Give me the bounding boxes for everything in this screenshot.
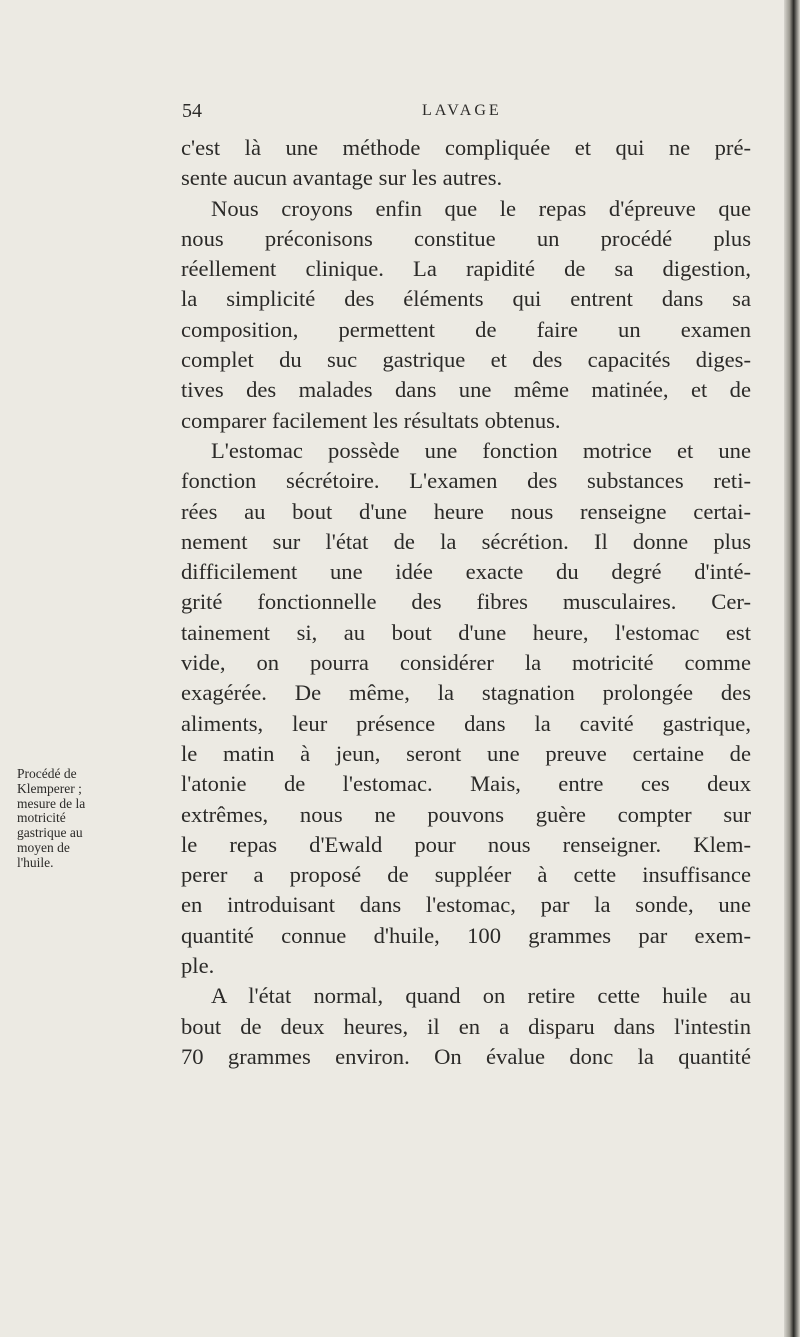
page-edge-shadow: [784, 0, 800, 1337]
text-line: Nous croyons enfin que le repas d'épreuve que: [211, 195, 751, 221]
text-line: le matin à jeun, seront une preuve certaine de: [181, 740, 751, 766]
page-header: [180, 100, 760, 124]
text-line: ple.: [181, 953, 215, 979]
text-line: complet du suc gastrique et des capacités diges-: [181, 347, 751, 373]
text-line: aliments, leur présence dans la cavité gastrique,: [181, 710, 751, 736]
text-line: rées au bout d'une heure nous renseigne certai-: [181, 498, 751, 524]
text-line: le repas d'Ewald pour nous renseigner. Klem-: [181, 831, 751, 857]
text-line: réellement clinique. La rapidité de sa digestion,: [181, 256, 751, 282]
text-line: perer a proposé de suppléer à cette insuffisance: [181, 862, 751, 888]
page-number: 54: [182, 100, 202, 122]
margin-note-line: moyen de: [17, 839, 70, 855]
text-line: tainement si, au bout d'une heure, l'estomac est: [181, 619, 751, 645]
text-line: l'atonie de l'estomac. Mais, entre ces deux: [181, 771, 751, 797]
text-line: exagérée. De même, la stagnation prolongée des: [181, 680, 751, 706]
text-line: sente aucun avantage sur les autres.: [181, 165, 503, 191]
margin-note: [17, 767, 167, 871]
text-line: en introduisant dans l'estomac, par la sonde, une: [181, 892, 751, 918]
margin-note-line: motricité: [17, 810, 66, 826]
text-line: bout de deux heures, il en a disparu dans l'intestin: [181, 1013, 751, 1039]
text-line: difficilement une idée exacte du degré d'inté-: [181, 559, 751, 585]
text-line: nous préconisons constitue un procédé plus: [181, 225, 751, 251]
text-line: extrêmes, nous ne pouvons guère compter sur: [181, 801, 751, 827]
margin-note-line: mesure de la: [17, 795, 86, 811]
text-line: comparer facilement les résultats obtenus.: [181, 407, 561, 433]
text-line: fonction sécrétoire. L'examen des substances reti-: [181, 468, 751, 494]
text-line: 70 grammes environ. On évalue donc la quantité: [181, 1043, 751, 1069]
text-line: tives des malades dans une même matinée, et de: [181, 377, 751, 403]
text-line: nement sur l'état de la sécrétion. Il donne plus: [181, 528, 751, 554]
body-text: [181, 133, 751, 1072]
margin-note-line: l'huile.: [17, 854, 54, 870]
running-title: LAVAGE: [422, 102, 502, 119]
text-line: L'estomac possède une fonction motrice et une: [211, 437, 751, 463]
margin-note-line: gastrique au: [17, 825, 83, 841]
text-line: quantité connue d'huile, 100 grammes par exem-: [181, 922, 751, 948]
text-line: composition, permettent de faire un examen: [181, 316, 751, 342]
margin-note-line: Procédé de: [17, 766, 77, 781]
text-line: la simplicité des éléments qui entrent dans sa: [181, 286, 751, 312]
text-line: A l'état normal, quand on retire cette huile au: [211, 983, 751, 1009]
margin-note-line: Klemperer ;: [17, 780, 82, 796]
text-line: c'est là une méthode compliquée et qui ne pré-: [181, 135, 751, 160]
text-line: grité fonctionnelle des fibres musculaires. Cer-: [181, 589, 751, 615]
text-line: vide, on pourra considérer la motricité comme: [181, 650, 751, 676]
